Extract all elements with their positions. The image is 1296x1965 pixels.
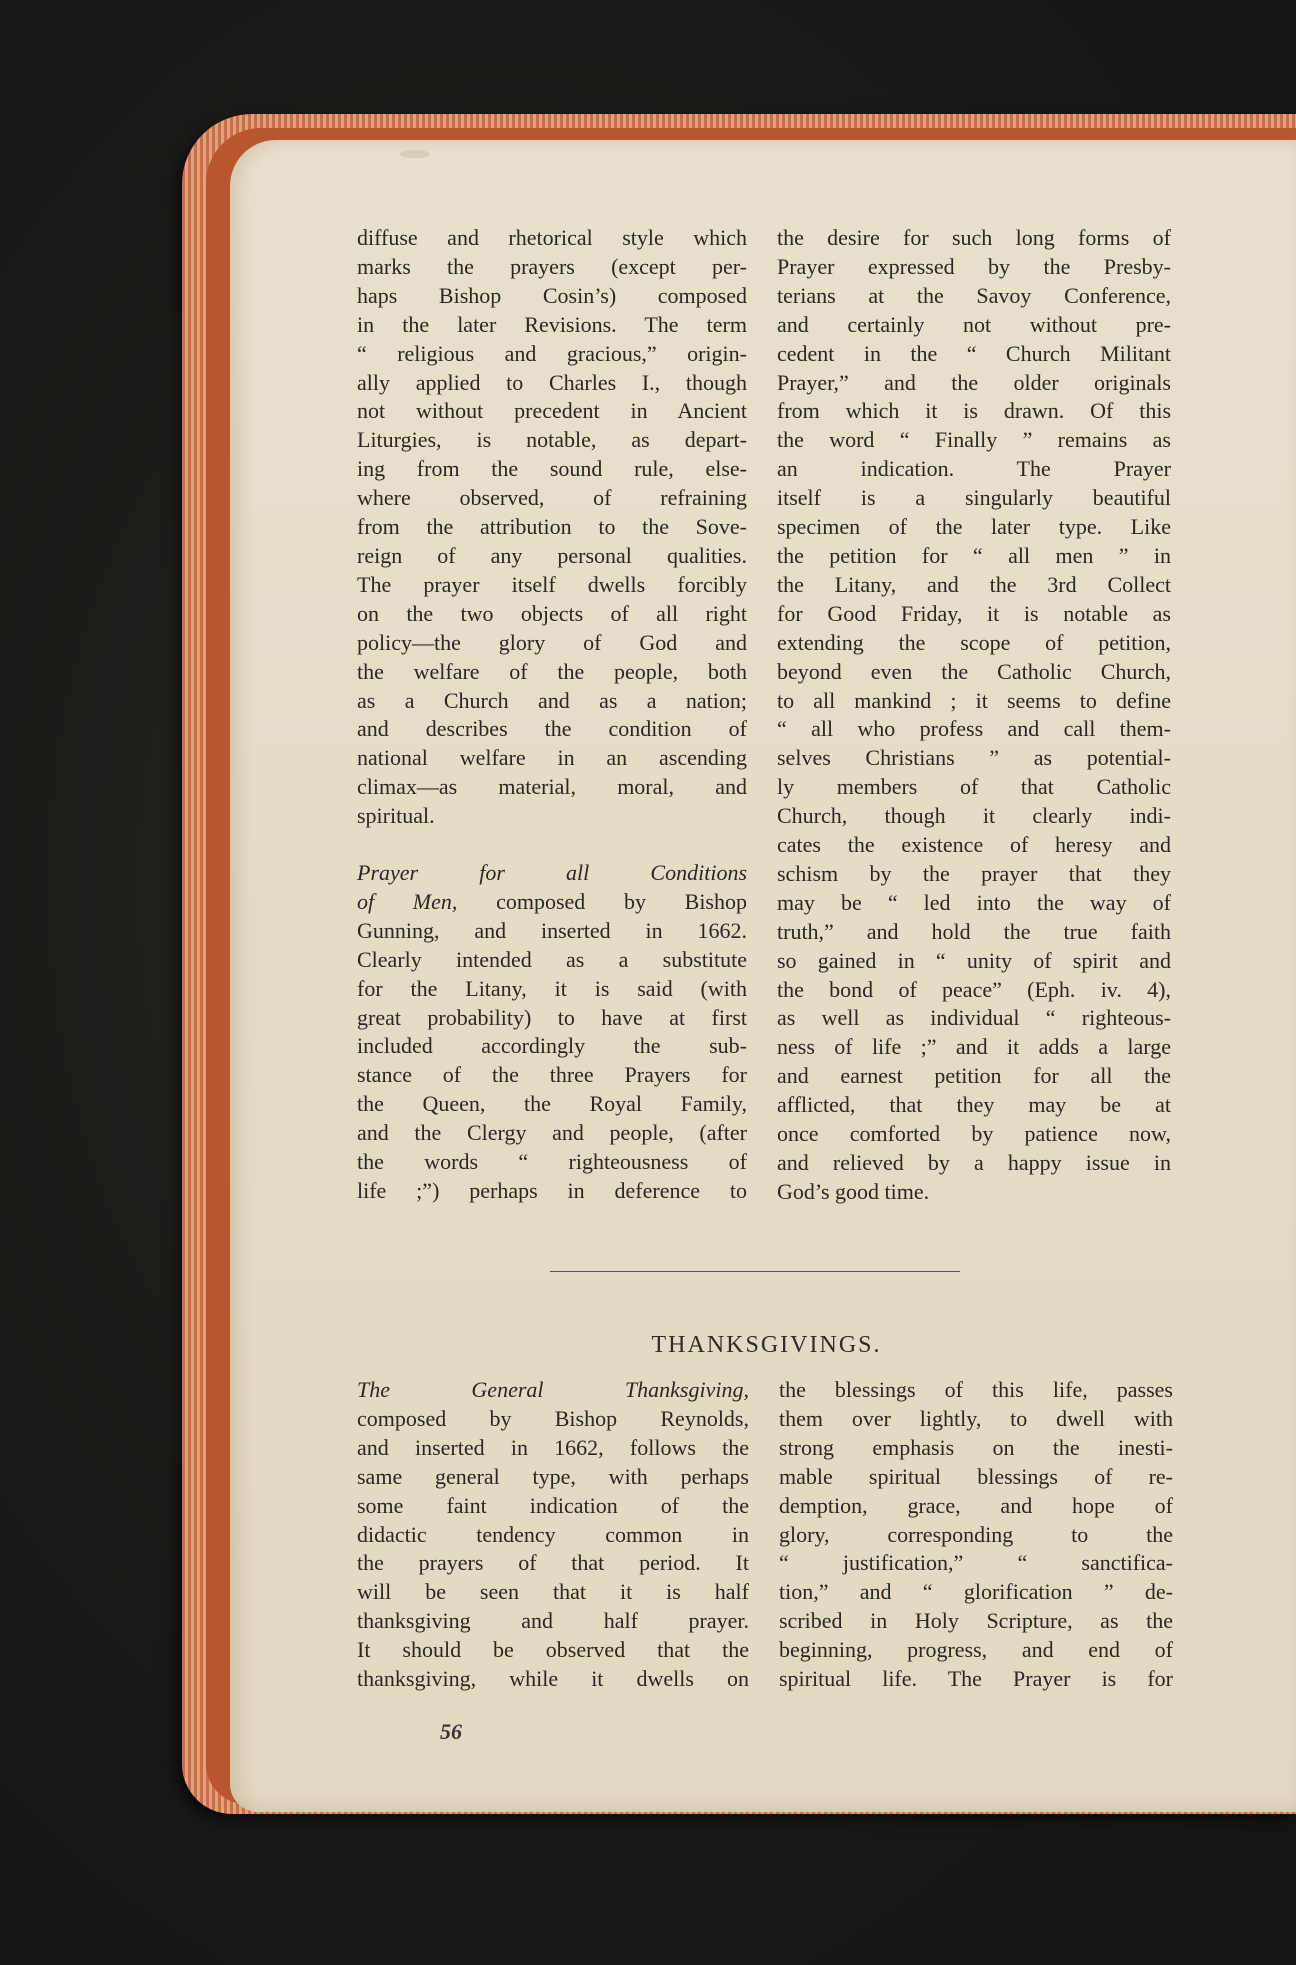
text-line: extending the scope of petition,: [777, 629, 1171, 655]
text-line: great probability) to have at first: [357, 1004, 747, 1030]
text-line: the blessings of this life, passes: [779, 1377, 1173, 1402]
text-line: Prayer expressed by the Presby-: [777, 253, 1171, 279]
text-line: mable spiritual blessings of re-: [779, 1463, 1173, 1489]
text-line: diffuse and rhetorical style which: [357, 225, 747, 250]
text-line: Clearly intended as a substitute: [357, 946, 747, 972]
text-line: selves Christians ” as potential-: [777, 745, 1171, 771]
text-line: beyond even the Catholic Church,: [777, 658, 1171, 684]
paper-stain: [400, 150, 430, 158]
page-number: 56: [440, 1719, 462, 1744]
text-line: “ all who profess and call them-: [777, 716, 1171, 742]
text-line: didactic tendency common in: [357, 1521, 749, 1547]
text-line: ing from the sound rule, else-: [357, 456, 747, 482]
paragraph-gap: [357, 831, 747, 859]
text-line: demption, grace, and hope of: [779, 1492, 1173, 1518]
text-line: glory, corresponding to the: [779, 1521, 1173, 1547]
text-line: from the attribution to the Sove-: [357, 514, 747, 540]
text-line: stance of the three Prayers for: [357, 1062, 747, 1088]
text-line: schism by the prayer that they: [777, 860, 1171, 886]
left-column-top: [357, 224, 747, 1206]
text-line: ly members of that Catholic: [777, 774, 1171, 800]
text-line: spiritual life. The Prayer is for: [779, 1666, 1173, 1692]
text-line: them over lightly, to dwell with: [779, 1405, 1173, 1431]
text-line: national welfare in an ascending: [357, 745, 747, 771]
text-line: thanksgiving, while it dwells on: [357, 1666, 749, 1692]
text-line: some faint indication of the: [357, 1492, 749, 1518]
text-line: and the Clergy and people, (after: [357, 1120, 747, 1146]
text-line: God’s good time.: [777, 1178, 930, 1204]
text-line: [357, 888, 747, 917]
prayer-title-italic: Prayer for all Conditions: [357, 860, 747, 886]
text-line: “ religious and gracious,” origin-: [357, 340, 747, 366]
text-line: specimen of the later type. Like: [777, 514, 1171, 540]
text-line: spiritual.: [357, 803, 435, 829]
text-line: in the later Revisions. The term: [357, 311, 747, 337]
text-line: terians at the Savoy Conference,: [777, 282, 1171, 308]
text-line: the words “ righteousness of: [357, 1149, 747, 1175]
text-line: “ justification,” “ sanctifica-: [779, 1550, 1173, 1576]
text-line: strong emphasis on the inesti-: [779, 1434, 1173, 1460]
text-line: on the two objects of all right: [357, 600, 747, 626]
text-line: climax—as material, moral, and: [357, 774, 747, 800]
text-line: ally applied to Charles I., though: [357, 369, 747, 395]
text-line: life ;”) perhaps in deference to: [357, 1178, 747, 1203]
text-line: may be “ led into the way of: [777, 889, 1171, 915]
text-line: afflicted, that they may be at: [777, 1092, 1171, 1118]
text-line: same general type, with perhaps: [357, 1463, 749, 1489]
text-line: the Queen, the Royal Family,: [357, 1091, 747, 1117]
text-line: Liturgies, is notable, as depart-: [357, 427, 747, 453]
text-line: the Litany, and the 3rd Collect: [777, 571, 1171, 597]
text-line: cedent in the “ Church Militant: [777, 340, 1171, 366]
text-line: from which it is drawn. Of this: [777, 398, 1171, 424]
text-line: marks the prayers (except per-: [357, 253, 747, 279]
text-line: once comforted by patience now,: [777, 1121, 1171, 1147]
text-line: haps Bishop Cosin’s) composed: [357, 282, 747, 308]
section-divider: [550, 1271, 960, 1272]
text-line: the prayers of that period. It: [357, 1550, 749, 1576]
text-line: for the Litany, it is said (with: [357, 975, 747, 1001]
text-line: and relieved by a happy issue in: [777, 1150, 1171, 1175]
prayer-title-italic-cont: of Men,: [357, 888, 458, 914]
text-line: ness of life ;” and it adds a large: [777, 1034, 1171, 1060]
text-line: and describes the condition of: [357, 716, 747, 742]
text-line: composed by Bishop Reynolds,: [357, 1405, 749, 1431]
right-column-bottom: [779, 1376, 1173, 1694]
text-line: Prayer,” and the older originals: [777, 369, 1171, 395]
text-line: so gained in “ unity of spirit and: [777, 947, 1171, 973]
text-line: and certainly not without pre-: [777, 311, 1171, 337]
text-line: the petition for “ all men ” in: [777, 542, 1171, 568]
text-line: Gunning, and inserted in 1662.: [357, 917, 747, 943]
text-line: It should be observed that the: [357, 1637, 749, 1663]
text-line: and earnest petition for all the: [777, 1063, 1171, 1089]
text-line: truth,” and hold the true faith: [777, 918, 1171, 944]
text-line: not without precedent in Ancient: [357, 398, 747, 424]
left-column-bottom: [357, 1376, 749, 1694]
text-line: Church, though it clearly indi-: [777, 803, 1171, 829]
text-line: reign of any personal qualities.: [357, 542, 747, 568]
text-line: the bond of peace” (Eph. iv. 4),: [777, 976, 1171, 1002]
text-line: policy—the glory of God and: [357, 629, 747, 655]
text-line: beginning, progress, and end of: [779, 1637, 1173, 1663]
right-column-top: [777, 224, 1171, 1207]
text-line: scribed in Holy Scripture, as the: [779, 1608, 1173, 1634]
text-line: the word “ Finally ” remains as: [777, 427, 1171, 453]
text-line: will be seen that it is half: [357, 1579, 749, 1605]
text-line: itself is a singularly beautiful: [777, 485, 1171, 511]
text-line-italic-heading: [357, 1376, 749, 1405]
text-line: tion,” and “ glorification ” de-: [779, 1579, 1173, 1605]
text-line: the welfare of the people, both: [357, 658, 747, 684]
text-line: for Good Friday, it is notable as: [777, 600, 1171, 626]
text-line: the desire for such long forms of: [777, 225, 1171, 250]
thanksgiving-title-italic: The General Thanksgiving,: [357, 1377, 749, 1402]
text-line: an indication. The Prayer: [777, 456, 1171, 482]
text-line: where observed, of refraining: [357, 485, 747, 511]
text-line: to all mankind ; it seems to define: [777, 687, 1171, 713]
text-line: as well as individual “ righteous-: [777, 1005, 1171, 1031]
text-line: included accordingly the sub-: [357, 1033, 747, 1059]
text-run: composed by Bishop: [457, 888, 747, 914]
text-line: and inserted in 1662, follows the: [357, 1434, 749, 1460]
section-heading: THANKSGIVINGS.: [651, 1332, 882, 1358]
text-line-italic-heading: [357, 859, 747, 888]
text-line: The prayer itself dwells forcibly: [357, 571, 747, 597]
text-line: as a Church and as a nation;: [357, 687, 747, 713]
text-line: cates the existence of heresy and: [777, 832, 1171, 858]
text-line: thanksgiving and half prayer.: [357, 1608, 749, 1634]
